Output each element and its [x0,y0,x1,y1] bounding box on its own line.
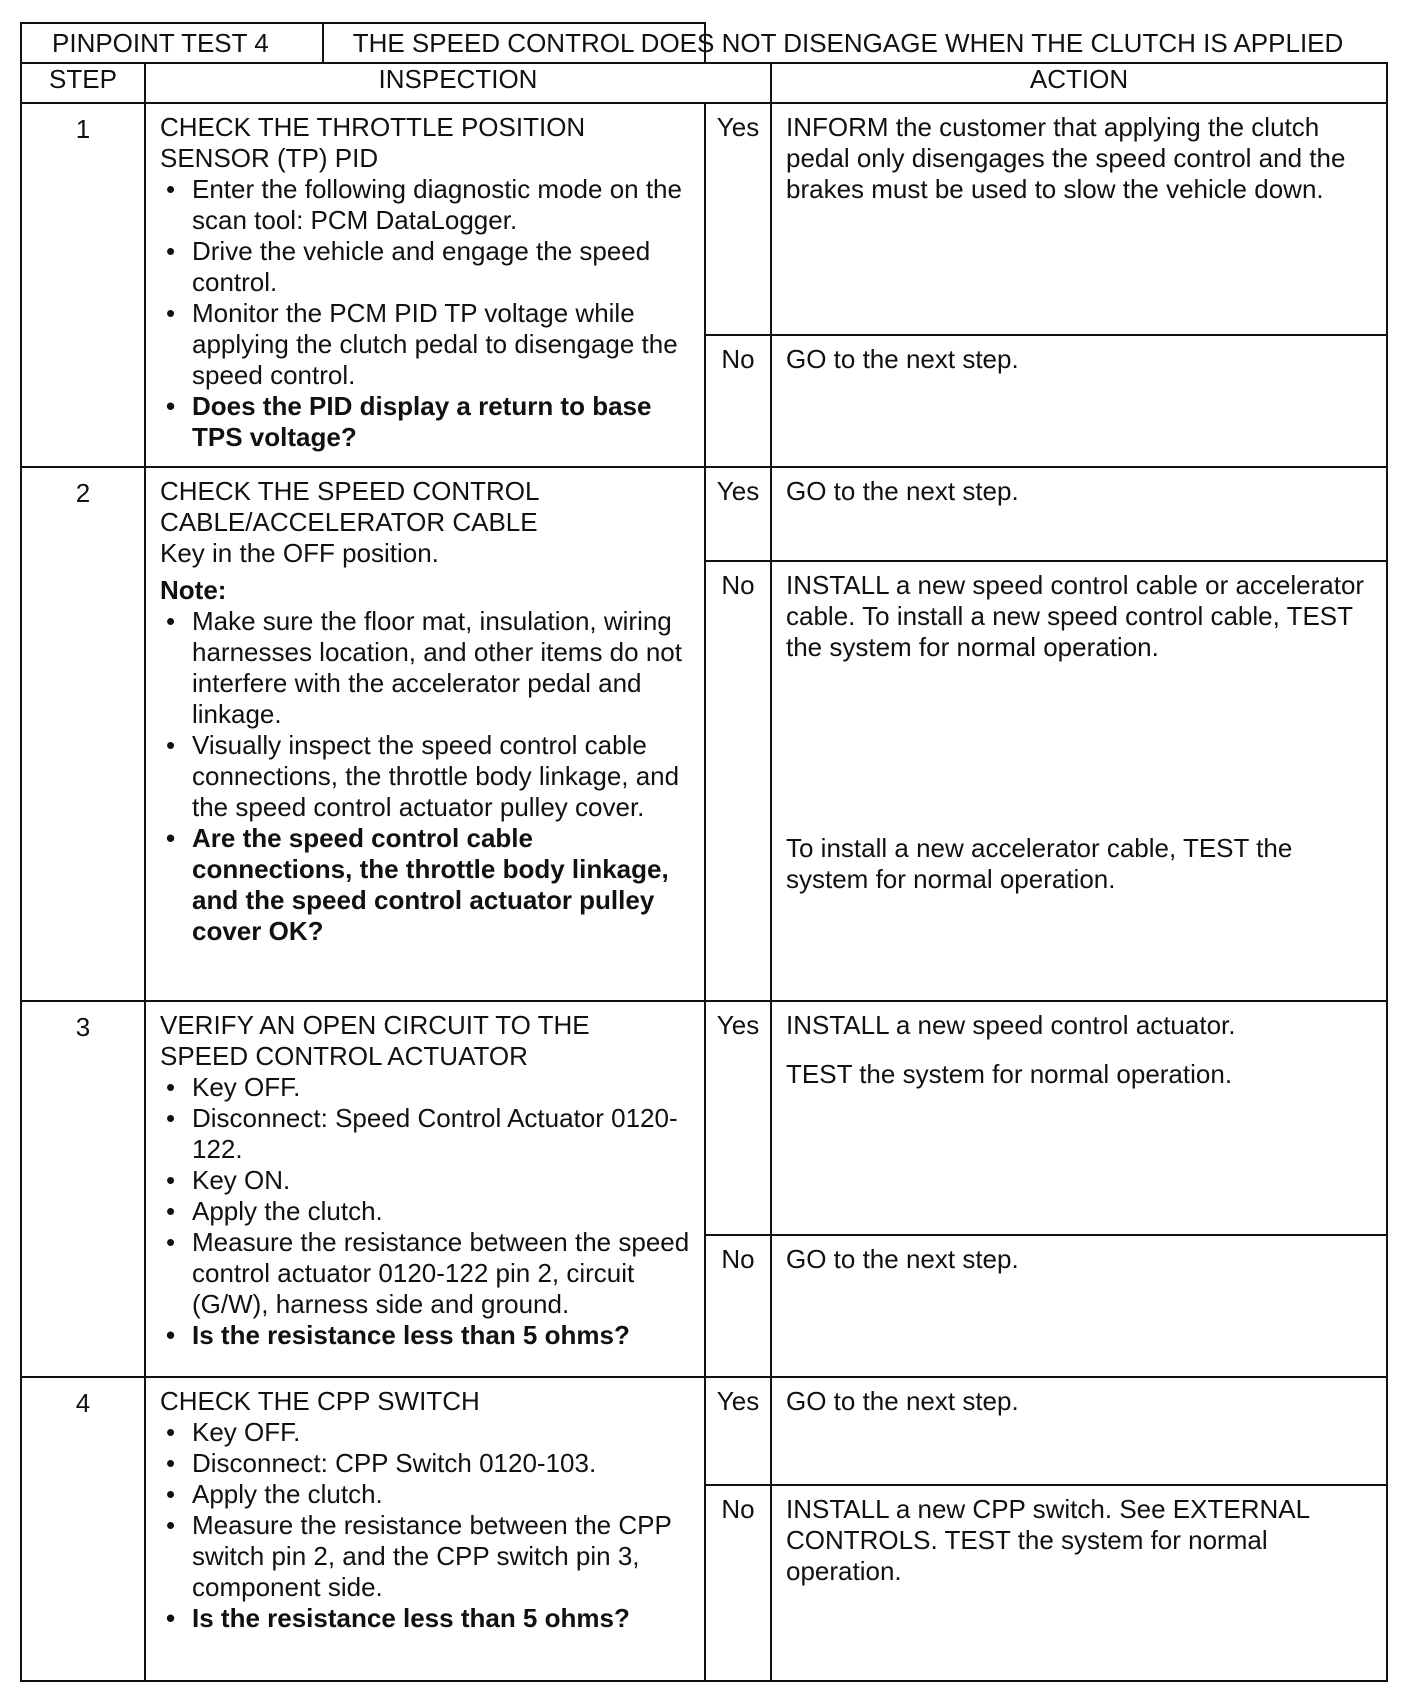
step-inspection [145,1377,705,1681]
step-title: CHECK THE THROTTLE POSITION [160,112,586,142]
action-text: INSTALL a new CPP switch. See EXTERNAL CONTROLS. TEST the system for normal operation. [786,1494,1310,1586]
no-label: No [705,1485,771,1681]
inspection-bullet: • Key OFF. [160,1072,690,1103]
step-subline: Key in the OFF position. [160,538,439,568]
inspection-question: • Is the resistance less than 5 ohms? [160,1603,690,1634]
step-title: CABLE/ACCELERATOR CABLE [160,507,538,537]
action-text: GO to the next step. [786,344,1019,374]
step-number: 3 [21,1001,145,1377]
pinpoint-test-table [20,22,1388,1682]
step-number: 2 [21,467,145,1001]
inspection-bullet: • Monitor the PCM PID TP voltage while applying the clutch pedal to disengage the speed control. [160,298,690,391]
action-text: INSTALL a new speed control actuator. [786,1010,1236,1040]
column-header-inspection: INSPECTION [145,63,771,103]
step-row-1 [21,103,1387,335]
step-number: 4 [21,1377,145,1681]
inspection-bullet: • Key ON. [160,1165,690,1196]
yes-label: Yes [705,1001,771,1235]
no-label: No [705,335,771,467]
action-text: To install a new accelerator cable, TEST the system for normal operation. [786,833,1293,894]
step-title: VERIFY AN OPEN CIRCUIT TO THE [160,1010,590,1040]
yes-action [771,103,1387,335]
step-number: 1 [21,103,145,467]
step-row-4 [21,1377,1387,1485]
inspection-bullet: • Enter the following diagnostic mode on the scan tool: PCM DataLogger. [160,174,690,236]
inspection-bullet: • Make sure the floor mat, insulation, wiring harnesses location, and other items do not interfere with the accelerator pedal and linkage. [160,606,690,730]
inspection-bullet: • Apply the clutch. [160,1196,690,1227]
action-text: GO to the next step. [786,1244,1019,1274]
step-title: SENSOR (TP) PID [160,143,379,173]
yes-label: Yes [705,103,771,335]
no-label: No [705,1235,771,1377]
inspection-bullet: • Visually inspect the speed control cable connections, the throttle body linkage, and the speed control actuator pulley cover. [160,730,690,823]
inspection-bullet: • Drive the vehicle and engage the speed control. [160,236,690,298]
step-row-3 [21,1001,1387,1235]
no-action [771,561,1387,1001]
no-action [771,1235,1387,1377]
action-text: INSTALL a new speed control cable or accelerator cable. To install a new speed control cable, TEST the system for normal operation. [786,570,1365,662]
yes-label: Yes [705,467,771,561]
inspection-bullet: • Disconnect: CPP Switch 0120-103. [160,1448,690,1479]
inspection-question: • Is the resistance less than 5 ohms? [160,1320,690,1351]
no-action [771,1485,1387,1681]
note-label: Note: [160,575,227,605]
column-header-step: STEP [21,63,145,103]
yes-action [771,1001,1387,1235]
pinpoint-test-title: THE SPEED CONTROL DOES NOT DISENGAGE WHEN THE CLUTCH IS APPLIED [352,27,1344,58]
step-inspection [145,1001,705,1377]
action-text: TEST the system for normal operation. [786,1059,1233,1089]
no-label: No [705,561,771,1001]
inspection-bullet: • Measure the resistance between the CPP switch pin 2, and the CPP switch pin 3, component side. [160,1510,690,1603]
step-inspection [145,467,705,1001]
inspection-bullet: • Measure the resistance between the speed control actuator 0120-122 pin 2, circuit (G/W), harness side and ground. [160,1227,690,1320]
inspection-bullet: • Key OFF. [160,1417,690,1448]
action-text: GO to the next step. [786,1386,1019,1416]
step-row-2 [21,467,1387,561]
pinpoint-test-id: PINPOINT TEST 4 [22,24,323,62]
yes-action [771,467,1387,561]
action-text: INFORM the customer that applying the clutch pedal only disengages the speed control and the brakes must be used to slow the vehicle down. [786,112,1346,204]
no-action [771,335,1387,467]
step-inspection [145,103,705,467]
step-title: CHECK THE CPP SWITCH [160,1386,480,1416]
yes-label: Yes [705,1377,771,1485]
step-title: CHECK THE SPEED CONTROL [160,476,540,506]
inspection-bullet: • Apply the clutch. [160,1479,690,1510]
column-header-action: ACTION [771,63,1387,103]
action-text: GO to the next step. [786,476,1019,506]
inspection-bullet: • Disconnect: Speed Control Actuator 0120-122. [160,1103,690,1165]
step-title: SPEED CONTROL ACTUATOR [160,1041,528,1071]
inspection-question: • Does the PID display a return to base TPS voltage? [160,391,690,453]
yes-action [771,1377,1387,1485]
inspection-question: • Are the speed control cable connections, the throttle body linkage, and the speed control actuator pulley cover OK? [160,823,690,947]
